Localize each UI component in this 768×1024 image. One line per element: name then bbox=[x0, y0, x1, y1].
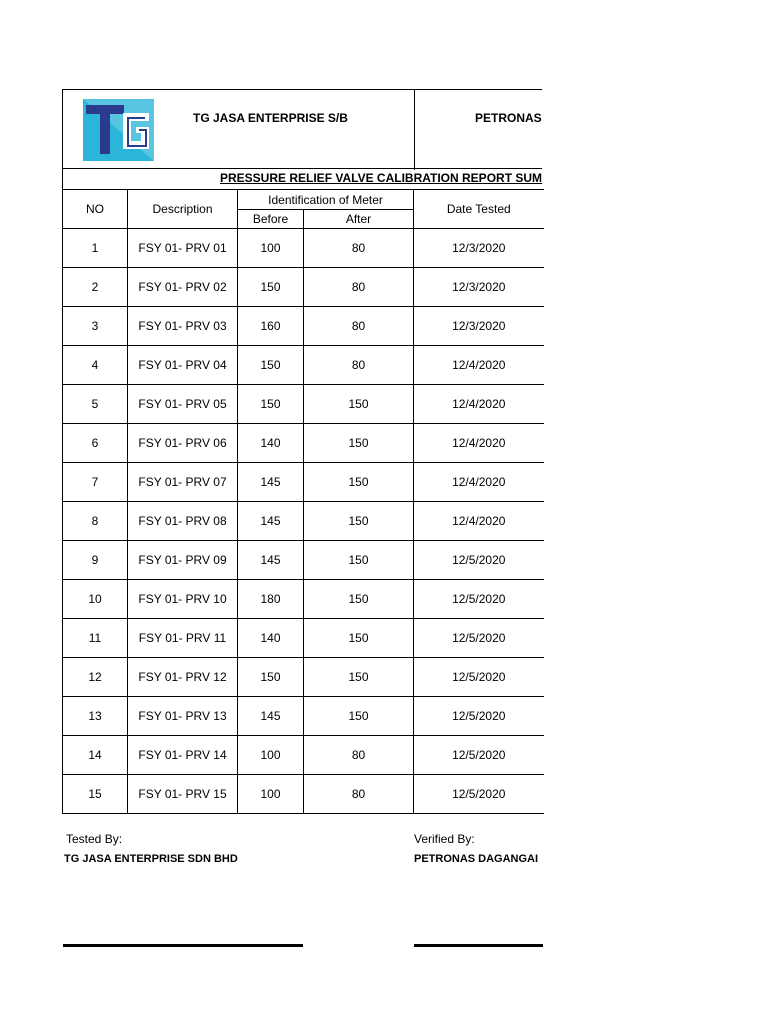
cell-before: 160 bbox=[238, 307, 304, 346]
cell-description: FSY 01- PRV 15 bbox=[128, 775, 238, 814]
cell-date: 12/4/2020 bbox=[414, 502, 544, 541]
cell-before: 145 bbox=[238, 697, 304, 736]
cell-date: 12/5/2020 bbox=[414, 736, 544, 775]
table-row bbox=[63, 580, 544, 619]
cell-before: 150 bbox=[238, 268, 304, 307]
table-row bbox=[63, 424, 544, 463]
cell-date: 12/5/2020 bbox=[414, 580, 544, 619]
cell-date: 12/5/2020 bbox=[414, 658, 544, 697]
cell-date: 12/3/2020 bbox=[414, 229, 544, 268]
cell-before: 140 bbox=[238, 424, 304, 463]
cell-no: 9 bbox=[63, 541, 128, 580]
cell-description: FSY 01- PRV 11 bbox=[128, 619, 238, 658]
cell-no: 10 bbox=[63, 580, 128, 619]
col-header-after: After bbox=[304, 210, 414, 229]
col-header-identification: Identification of Meter bbox=[238, 190, 414, 210]
cell-description: FSY 01- PRV 04 bbox=[128, 346, 238, 385]
cell-after: 150 bbox=[304, 619, 414, 658]
cell-after: 150 bbox=[304, 580, 414, 619]
cell-after: 150 bbox=[304, 424, 414, 463]
cell-before: 150 bbox=[238, 385, 304, 424]
table-row bbox=[63, 658, 544, 697]
cell-description: FSY 01- PRV 08 bbox=[128, 502, 238, 541]
cell-no: 12 bbox=[63, 658, 128, 697]
cell-after: 80 bbox=[304, 307, 414, 346]
cell-description: FSY 01- PRV 07 bbox=[128, 463, 238, 502]
cell-date: 12/4/2020 bbox=[414, 463, 544, 502]
cell-after: 80 bbox=[304, 736, 414, 775]
cell-date: 12/3/2020 bbox=[414, 307, 544, 346]
cell-before: 145 bbox=[238, 502, 304, 541]
company-logo bbox=[83, 99, 154, 161]
cell-date: 12/5/2020 bbox=[414, 775, 544, 814]
table-row bbox=[63, 385, 544, 424]
table-row bbox=[63, 775, 544, 814]
cell-description: FSY 01- PRV 06 bbox=[128, 424, 238, 463]
cell-date: 12/4/2020 bbox=[414, 385, 544, 424]
cell-no: 2 bbox=[63, 268, 128, 307]
cell-date: 12/5/2020 bbox=[414, 697, 544, 736]
cell-description: FSY 01- PRV 12 bbox=[128, 658, 238, 697]
report-title: PRESSURE RELIEF VALVE CALIBRATION REPORT SUM bbox=[220, 171, 543, 185]
verified-signature-line bbox=[414, 944, 543, 947]
table-row bbox=[63, 307, 544, 346]
cell-before: 145 bbox=[238, 463, 304, 502]
cell-before: 100 bbox=[238, 229, 304, 268]
verified-by-name: PETRONAS DAGANGAI bbox=[414, 853, 539, 865]
cell-before: 150 bbox=[238, 658, 304, 697]
cell-no: 7 bbox=[63, 463, 128, 502]
cell-after: 150 bbox=[304, 385, 414, 424]
cell-after: 150 bbox=[304, 697, 414, 736]
cell-no: 6 bbox=[63, 424, 128, 463]
cell-after: 150 bbox=[304, 541, 414, 580]
cell-no: 4 bbox=[63, 346, 128, 385]
cell-description: FSY 01- PRV 03 bbox=[128, 307, 238, 346]
report-sheet bbox=[62, 89, 543, 811]
cell-before: 180 bbox=[238, 580, 304, 619]
cell-date: 12/4/2020 bbox=[414, 424, 544, 463]
cell-description: FSY 01- PRV 01 bbox=[128, 229, 238, 268]
col-header-description: Description bbox=[128, 190, 238, 229]
cell-before: 145 bbox=[238, 541, 304, 580]
table-row bbox=[63, 463, 544, 502]
cell-date: 12/5/2020 bbox=[414, 541, 544, 580]
table-row bbox=[63, 229, 544, 268]
cell-before: 140 bbox=[238, 619, 304, 658]
cell-date: 12/3/2020 bbox=[414, 268, 544, 307]
client-name: PETRONAS bbox=[475, 111, 542, 125]
header-divider bbox=[414, 90, 415, 170]
calibration-table bbox=[62, 189, 544, 814]
cell-description: FSY 01- PRV 13 bbox=[128, 697, 238, 736]
cell-no: 11 bbox=[63, 619, 128, 658]
cell-description: FSY 01- PRV 05 bbox=[128, 385, 238, 424]
table-row bbox=[63, 541, 544, 580]
cell-after: 150 bbox=[304, 658, 414, 697]
cell-after: 80 bbox=[304, 268, 414, 307]
col-header-no: NO bbox=[63, 190, 128, 229]
tested-signature-line bbox=[63, 944, 303, 947]
col-header-date: Date Tested bbox=[414, 190, 544, 229]
cell-no: 3 bbox=[63, 307, 128, 346]
company-name: TG JASA ENTERPRISE S/B bbox=[193, 111, 348, 125]
tested-by-label: Tested By: bbox=[66, 832, 123, 846]
cell-before: 100 bbox=[238, 736, 304, 775]
cell-before: 150 bbox=[238, 346, 304, 385]
table-row bbox=[63, 697, 544, 736]
cell-after: 80 bbox=[304, 229, 414, 268]
tested-by-name: TG JASA ENTERPRISE SDN BHD bbox=[64, 853, 238, 865]
cell-description: FSY 01- PRV 02 bbox=[128, 268, 238, 307]
cell-no: 15 bbox=[63, 775, 128, 814]
cell-date: 12/4/2020 bbox=[414, 346, 544, 385]
cell-description: FSY 01- PRV 10 bbox=[128, 580, 238, 619]
cell-after: 150 bbox=[304, 463, 414, 502]
cell-no: 5 bbox=[63, 385, 128, 424]
cell-no: 1 bbox=[63, 229, 128, 268]
report-title-row bbox=[62, 169, 542, 189]
cell-no: 8 bbox=[63, 502, 128, 541]
cell-description: FSY 01- PRV 14 bbox=[128, 736, 238, 775]
report-header bbox=[62, 89, 542, 169]
verified-by-label: Verified By: bbox=[414, 832, 475, 846]
cell-after: 150 bbox=[304, 502, 414, 541]
col-header-before: Before bbox=[238, 210, 304, 229]
cell-no: 13 bbox=[63, 697, 128, 736]
table-row bbox=[63, 268, 544, 307]
cell-description: FSY 01- PRV 09 bbox=[128, 541, 238, 580]
cell-no: 14 bbox=[63, 736, 128, 775]
table-row bbox=[63, 346, 544, 385]
table-row bbox=[63, 502, 544, 541]
cell-after: 80 bbox=[304, 775, 414, 814]
cell-after: 80 bbox=[304, 346, 414, 385]
table-body bbox=[63, 229, 544, 814]
table-row bbox=[63, 619, 544, 658]
cell-date: 12/5/2020 bbox=[414, 619, 544, 658]
table-row bbox=[63, 736, 544, 775]
cell-before: 100 bbox=[238, 775, 304, 814]
